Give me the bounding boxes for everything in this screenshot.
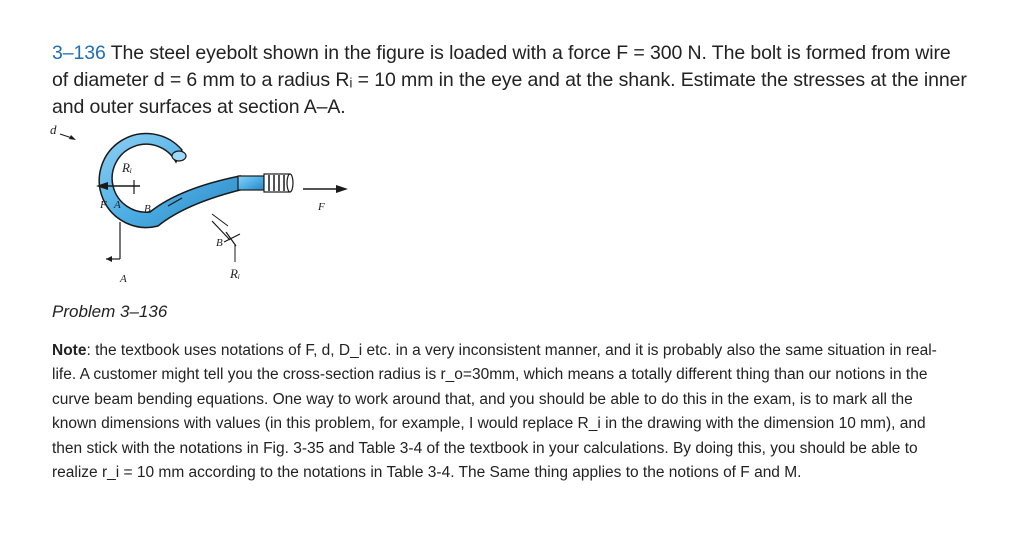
force-arrow-right — [303, 185, 348, 193]
label-a-upper: A — [114, 199, 121, 211]
label-f-left: F — [100, 199, 107, 211]
label-ri-bottom: Rᵢ — [230, 266, 240, 281]
label-b-upper: B — [144, 203, 151, 215]
note-text: : the textbook uses notations of F, d, D_i etc. in a very inconsistent manner, and it is probably also the same situation in real-life. A customer might tell you the cross-section radius is r_o=30mm, which means a totally different thing than our notions in the curve beam bending equations. One way to work around that, and you should be able to do this in the exam, is to mark all the known dimensions with values (in this problem, for example, I would replace R_i in the drawing with the dimension 10 mm), and then stick with the notations in Fig. 3-35 and Table 3-4 of the textbook in your calculations. By doing this, you should be able to realize r_i = 10 mm according to the notations in Table 3-4. The Same thing applies to the notions of F and M. — [52, 342, 937, 482]
label-a-lower: A — [120, 273, 127, 285]
label-f-right: F — [318, 201, 325, 213]
note-paragraph — [52, 339, 957, 485]
note-label: Note — [52, 342, 87, 359]
problem-statement — [52, 40, 972, 121]
label-b-lower: B — [216, 237, 223, 249]
bolt-shank — [238, 174, 293, 192]
label-ri-top: Rᵢ — [122, 160, 132, 175]
bolt-eye — [99, 133, 240, 227]
label-d: d — [50, 122, 57, 137]
d-dimension — [60, 134, 76, 140]
section-a-line — [106, 222, 120, 262]
problem-statement-text: The steel eyebolt shown in the figure is loaded with a force F = 300 N. The bolt is formed from wire of diameter d = 6 mm to a radius Rᵢ = 10 mm in the eye and at the shank. Estimate the stresses at the inner and outer surfaces at section A–A. — [52, 42, 967, 118]
problem-number: 3–136 — [52, 42, 106, 64]
eyebolt-figure — [50, 118, 370, 293]
figure-caption: Problem 3–136 — [52, 302, 168, 321]
